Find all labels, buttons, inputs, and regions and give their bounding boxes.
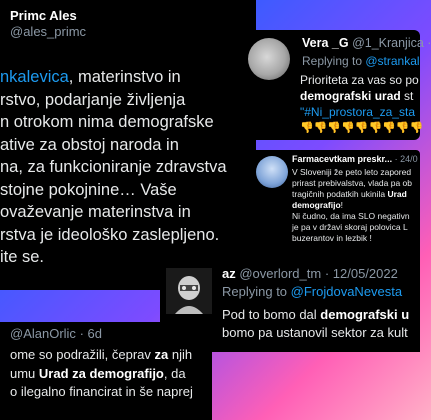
tweet-line: ovaževanje materinstva in xyxy=(0,203,191,221)
tweet-text xyxy=(0,66,250,269)
tweet-date: · 12/05/2022 xyxy=(324,266,398,281)
avatar[interactable] xyxy=(256,156,288,188)
tweet-text: V Sloveniji že peto leto zapored prirast prebivalstva, vlada pa ob tragičnih podatkih ukinila Urad demografijo! Ni čudno, da ima SLO negativn je pa v državi skoraj polovica L buzerantov in lezbik ! xyxy=(292,167,413,243)
tweet-header xyxy=(10,326,102,341)
hashtag-link[interactable]: "#Ni_prostora_za_sta xyxy=(300,105,415,119)
tweet-date: · 24/0 xyxy=(394,154,418,164)
tweet-line: nkalevica, materinstvo in xyxy=(0,68,181,86)
tweet-card-alan-orlic[interactable] xyxy=(0,322,212,420)
tweet-card-primc-ales[interactable] xyxy=(0,0,256,290)
tweet-line: na, za funkcioniranje zdravstva xyxy=(0,158,227,176)
author-handle[interactable]: @AlanOrlic xyxy=(10,326,76,341)
tweet-text: ome so podražili, čeprav za njih umu Urad za demografijo, da o ilegalno financirat in še naprej xyxy=(10,347,193,399)
mention-link[interactable]: @strankal xyxy=(365,54,420,68)
author-name[interactable]: Primc Ales xyxy=(10,8,77,23)
tweet-date: · 6d xyxy=(79,326,102,341)
tweet-line: n otrokom nima demografske xyxy=(0,113,214,131)
tweet-line: stojne pokojnine… Vaše xyxy=(0,180,177,199)
tweet-header: Vera _G @1_Kranjica · xyxy=(302,36,431,50)
tweet-text: Pod to bomo dal demografski u bomo pa ustanovil sektor za kult xyxy=(222,307,410,340)
tweet-line: rstvo, podarjanje življenja xyxy=(0,90,186,109)
author-name[interactable]: Vera _G xyxy=(302,36,349,50)
tweet-line: ative za obstoj naroda in xyxy=(0,135,179,154)
author-handle[interactable]: @ales_primc xyxy=(10,24,87,39)
tweet-header xyxy=(292,154,418,164)
avatar[interactable] xyxy=(166,268,212,314)
author-handle[interactable]: @overlord_tm xyxy=(239,266,322,281)
reply-context: Replying to @strankal xyxy=(302,54,420,68)
tweet-text: Prioriteta za vas so po demografski urad st "#Ni_prostora_za_sta 👎👎👎👎👎👎👎👎👎 xyxy=(300,73,424,134)
author-name[interactable]: az xyxy=(222,266,236,281)
tweet-line: ite se. xyxy=(0,248,45,266)
tweet-card-farmacevtkam[interactable] xyxy=(248,150,420,280)
mention-link[interactable]: @FrojdovaNevesta xyxy=(290,284,403,299)
tweet-header xyxy=(222,266,398,281)
thumbs-down-icon: 👎👎👎👎👎👎👎👎👎 xyxy=(300,122,424,134)
robot-avatar-icon xyxy=(166,268,212,314)
tweet-line: rstva je ideološko zaslepljeno. xyxy=(0,225,220,244)
tweet-header xyxy=(10,8,86,40)
tweet-card-vera-g[interactable] xyxy=(240,30,431,140)
avatar[interactable] xyxy=(248,38,290,80)
author-name[interactable]: Farmacevtkam preskr... xyxy=(292,154,393,164)
mention-link[interactable]: nkalevica xyxy=(0,68,69,86)
author-handle[interactable]: @1_Kranjica xyxy=(352,36,424,50)
reply-context: Replying to @FrojdovaNevesta xyxy=(222,284,403,299)
